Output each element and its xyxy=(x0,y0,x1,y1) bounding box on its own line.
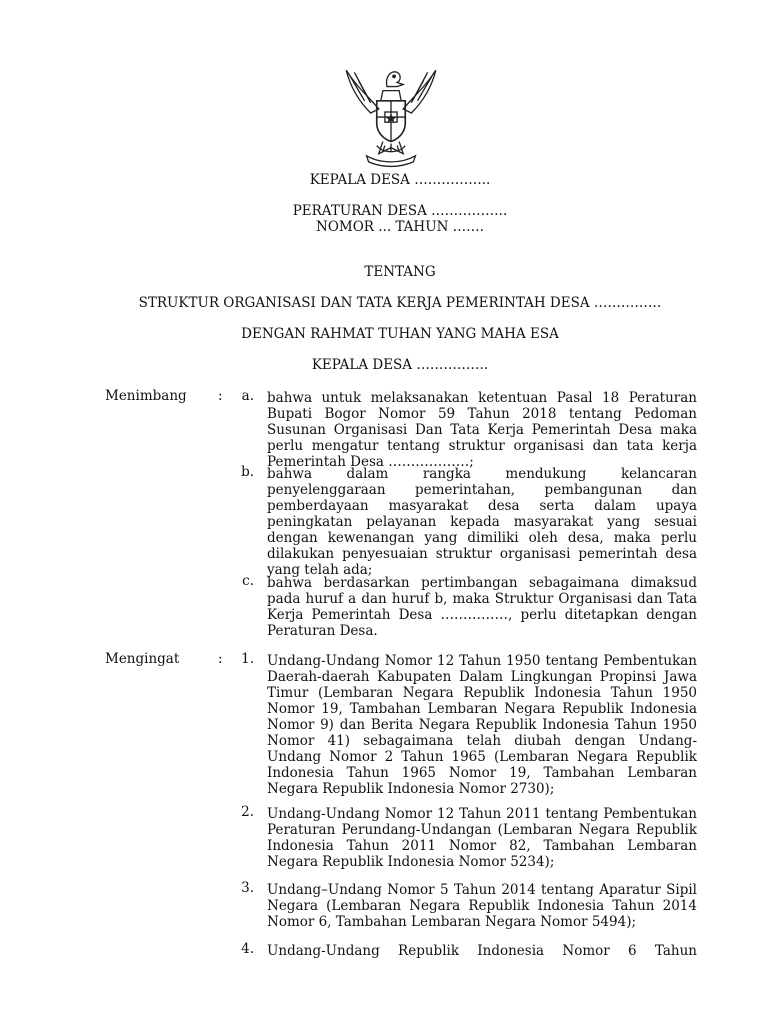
heading-kepala-desa: KEPALA DESA …………….. xyxy=(309,172,491,188)
section-label-mengingat: Mengingat xyxy=(105,651,180,667)
menimbang-item-c: bahwa berdasarkan pertimbangan sebagaimana dimaksud pada huruf a dan huruf b, maka Struktur Organisasi dan Tata Kerja Pemerintah Desa ……………, perlu ditetapkan dengan Peraturan Desa. xyxy=(267,575,697,639)
heading-nomor-tahun: NOMOR ... TAHUN ……. xyxy=(316,219,484,235)
mengingat-item-2: Undang-Undang Nomor 12 Tahun 2011 tentang Pembentukan Peraturan Perundang-Undangan (Lembaran Negara Republik Indonesia Tahun 2011 Nomor 82, Tambahan Lembaran Negara Republik Indonesia Nomor 5234); xyxy=(267,806,697,870)
mengingat-item-4: Undang-Undang Republik Indonesia Nomor 6 Tahun xyxy=(267,943,697,959)
mengingat-marker-2: 2. xyxy=(241,804,254,820)
mengingat-item-1: Undang-Undang Nomor 12 Tahun 1950 tentang Pembentukan Daerah-daerah Kabupaten Dalam Lingkungan Propinsi Jawa Timur (Lembaran Negara Republik Indonesia Tahun 1950 Nomor 19, Tambahan Lembaran Negara Republik Indonesia Nomor 9) dan Berita Negara Republik Indonesia Tahun 1950 Nomor 41) sebagaimana telah diubah dengan Undang-Undang Nomor 2 Tahun 1965 (Lembaran Negara Republik Indonesia Tahun 1965 Nomor 19, Tambahan Lembaran Negara Republik Indonesia Nomor 2730); xyxy=(267,653,697,797)
menimbang-item-b: bahwa dalam rangka mendukung kelancaran penyelenggaraan pemerintahan, pembangunan dan pemberdayaan masyarakat desa serta dalam upaya peningkatan pelayanan kepada masyarakat yang sesuai dengan kewenangan yang dimiliki oleh desa, maka perlu dilakukan penyesuaian struktur organisasi pemerintah desa yang telah ada; xyxy=(267,466,697,578)
section-colon-mengingat: : xyxy=(218,651,223,667)
mengingat-marker-4: 4. xyxy=(241,941,254,957)
section-colon-menimbang: : xyxy=(218,388,223,404)
menimbang-marker-c: c. xyxy=(242,573,254,589)
section-label-menimbang: Menimbang xyxy=(105,388,187,404)
menimbang-marker-b: b. xyxy=(241,464,254,480)
heading-tentang: TENTANG xyxy=(364,264,436,280)
heading-rahmat: DENGAN RAHMAT TUHAN YANG MAHA ESA xyxy=(241,326,559,342)
mengingat-item-3: Undang–Undang Nomor 5 Tahun 2014 tentang Aparatur Sipil Negara (Lembaran Negara Republik Indonesia Tahun 2014 Nomor 6, Tambahan Lembaran Negara Nomor 5494); xyxy=(267,882,697,930)
garuda-emblem-icon xyxy=(340,56,442,168)
heading-peraturan-desa: PERATURAN DESA …………….. xyxy=(292,203,508,219)
mengingat-marker-3: 3. xyxy=(241,880,254,896)
heading-kepala-desa-2: KEPALA DESA ……………. xyxy=(311,357,489,373)
mengingat-marker-1: 1. xyxy=(241,651,254,667)
menimbang-item-a: bahwa untuk melaksanakan ketentuan Pasal 18 Peraturan Bupati Bogor Nomor 59 Tahun 2018 tentang Pedoman Susunan Organisasi Dan Tata Kerja Pemerintah Desa maka perlu mengatur tentang struktur organisasi dan tata kerja Pemerintah Desa ………………; xyxy=(267,390,697,470)
menimbang-marker-a: a. xyxy=(241,388,254,404)
heading-judul: STRUKTUR ORGANISASI DAN TATA KERJA PEMERINTAH DESA …………… xyxy=(138,295,662,311)
